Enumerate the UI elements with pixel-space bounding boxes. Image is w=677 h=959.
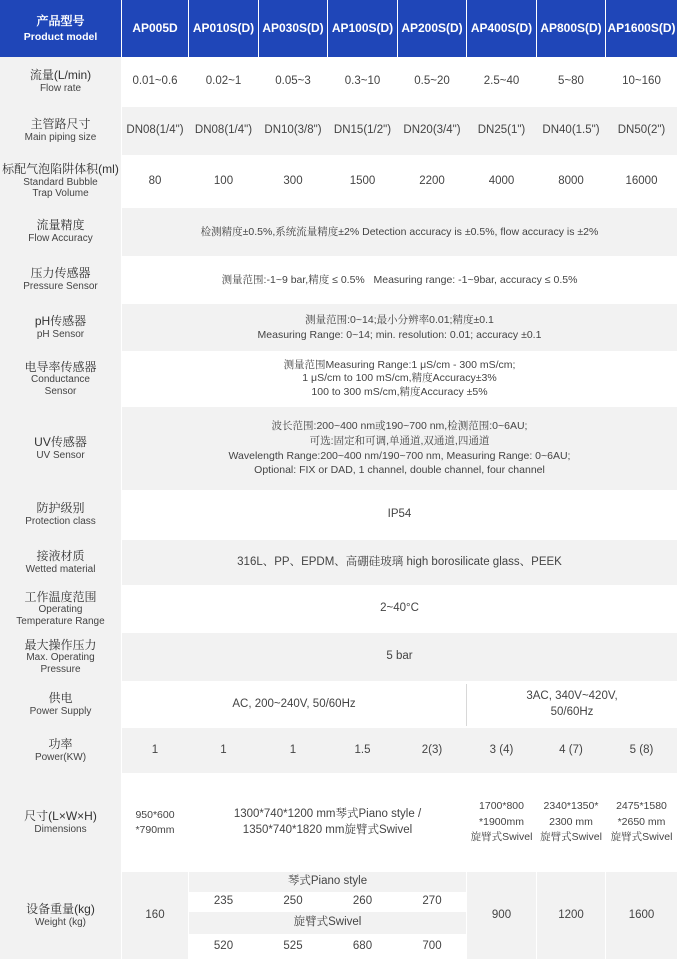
weight-ap400s: 900 [491,908,512,921]
dimensions-ap400s: 1700*800 *1900mm 旋臂式Swivel [470,799,533,844]
temperature-label: 工作温度范围 Operating Temperature Range [0,585,121,633]
ph-sensor-label: pH传感器 pH Sensor [34,313,87,340]
ph-sensor-value: 测量范围:0~14;最小分辨率0.01;精度±0.1 Measuring Range: 0~14; min. resolution: 0.01; accuracy ±0.1 [257,314,542,341]
power-label: 功率 Power(KW) [34,736,87,763]
piping-ap005d: DN08(1/4") [126,124,184,137]
bubble-ap100s: 1500 [349,174,376,187]
flow-rate-label: 流量(L/min) Flow rate [0,57,121,107]
bubble-ap010s: 100 [213,174,234,187]
power-ap1600s: 5 (8) [629,743,654,756]
dimensions-ap800s: 2340*1350* 2300 mm 旋臂式Swivel [540,799,602,844]
power-supply-small-models: AC, 200~240V, 50/60Hz [232,697,356,710]
power-ap010s: 1 [220,743,227,756]
piping-ap800s: DN40(1.5") [542,124,600,137]
model-ap800s: AP800S(D) [537,0,605,57]
weight-swivel-ap100s: 680 [352,939,373,952]
weight-piano-ap100s: 260 [352,895,373,908]
weight-label: 设备重量(kg) Weight (kg) [26,901,95,928]
model-ap400s: AP400S(D) [467,0,536,57]
flow-rate-ap200s: 0.5~20 [414,75,450,88]
weight-swivel-label: 旋臂式Swivel [293,916,362,929]
header-label-cell [0,0,121,57]
power-ap200s: 2(3) [421,743,443,756]
temperature-value: 2~40°C [380,602,419,615]
weight-piano-ap200s: 270 [422,895,442,908]
bubble-ap200s: 2200 [419,174,445,187]
conductance-label: 电导率传感器 Conductance Sensor [0,351,121,407]
pressure-sensor-label: 压力传感器 Pressure Sensor [0,256,121,304]
power-ap030s: 1 [289,743,297,756]
protection-value: IP54 [387,508,412,521]
max-pressure-value: 5 bar [386,650,413,663]
dimensions-ap1600s: 2475*1580 *2650 mm 旋臂式Swivel [610,799,673,844]
uv-sensor-label: UV传感器 UV Sensor [34,434,87,461]
piping-ap1600s: DN50(2") [617,124,666,137]
model-ap1600s: AP1600S(D) [606,0,677,57]
power-supply-large-models: 3AC, 340V~420V, 50/60Hz [526,689,618,718]
model-ap100s: AP100S(D) [328,0,397,57]
dimensions-label: 尺寸(L×W×H) Dimensions [0,773,121,872]
weight-piano-ap030s: 250 [283,895,303,908]
model-ap200s: AP200S(D) [398,0,466,57]
flow-accuracy-value: 检测精度±0.5%,系统流量精度±2% Detection accuracy is ±0.5%, flow accuracy is ±2% [200,225,599,238]
weight-ap800s: 1200 [558,908,584,921]
weight-piano-label: 琴式Piano style [287,875,368,888]
wetted-label: 接液材质 Wetted material [25,548,96,575]
power-ap800s: 4 (7) [559,743,583,756]
flow-rate-ap005d: 0.01~0.6 [132,75,178,88]
model-ap030s: AP030S(D) [259,0,327,57]
conductance-value: 测量范围Measuring Range:1 μS/cm - 300 mS/cm; 1 μS/cm to 100 mS/cm,精度Accuracy±3% 100 to 300 mS/cm,精度Accuracy ±5% [283,358,516,398]
bubble-label: 标配气泡陷阱体积(ml) Standard Bubble Trap Volume [0,155,121,208]
model-ap010s: AP010S(D) [189,0,258,57]
weight-piano-ap010s: 235 [213,895,234,908]
power-supply-label: 供电 Power Supply [0,681,121,728]
flow-rate-ap010s: 0.02~1 [205,75,242,88]
bubble-ap005d: 80 [148,174,162,187]
weight-swivel-ap030s: 525 [283,939,303,952]
piping-label: 主管路尺寸 Main piping size [24,117,97,144]
uv-sensor-value: 波长范围:200~400 nm或190~700 nm,检测范围:0~6AU; 可选:固定和可调,单通道,双通道,四通道 Wavelength Range:200~400 nm/190~700 nm, Measuring Range: 0~6AU; Optional: FIX or DAD, 1 channel, double channel, four channel [228,420,571,477]
bubble-ap1600s: 16000 [625,174,658,187]
piping-ap010s: DN08(1/4") [194,124,253,137]
pressure-sensor-value: 测量范围:-1~9 bar,精度 ≤ 0.5% Measuring range: -1~9bar, accuracy ≤ 0.5% [221,273,578,286]
flow-rate-ap1600s: 10~160 [622,75,661,88]
protection-label: 防护级别 Protection class [0,490,121,540]
max-pressure-label: 最大操作压力 Max. Operating Pressure [24,637,97,675]
weight-ap005d: 160 [145,908,165,921]
flow-rate-ap800s: 5~80 [558,75,584,88]
flow-rate-ap400s: 2.5~40 [483,75,520,88]
power-ap005d: 1 [151,743,159,756]
bubble-ap800s: 8000 [558,174,584,187]
weight-swivel-ap200s: 700 [422,939,442,952]
dimensions-ap010-ap200: 1300*740*1200 mm琴式Piano style / 1350*740*1820 mm旋臂式Swivel [233,807,422,836]
header-label-zh: 产品型号 [36,14,85,29]
model-ap005d: AP005D [122,0,188,57]
flow-accuracy-label: 流量精度 Flow Accuracy [28,218,93,245]
dimensions-ap005d: 950*600 *790mm [135,809,175,836]
power-ap400s: 3 (4) [489,743,514,756]
piping-ap030s: DN10(3/8") [264,124,322,137]
bubble-ap030s: 300 [283,174,303,187]
flow-rate-ap030s: 0.05~3 [275,75,311,88]
wetted-value: 316L、PP、EPDM、高硼硅玻璃 high borosilicate glass、PEEK [237,555,562,568]
bubble-ap400s: 4000 [488,174,515,187]
piping-ap100s: DN15(1/2") [333,124,392,137]
power-ap100s: 1.5 [354,743,371,756]
piping-ap400s: DN25(1") [477,124,526,137]
flow-rate-ap100s: 0.3~10 [344,75,381,88]
piping-ap200s: DN20(3/4") [403,124,461,137]
weight-ap1600s: 1600 [628,908,655,921]
weight-swivel-ap010s: 520 [213,939,234,952]
header-label-en: Product model [23,30,98,43]
